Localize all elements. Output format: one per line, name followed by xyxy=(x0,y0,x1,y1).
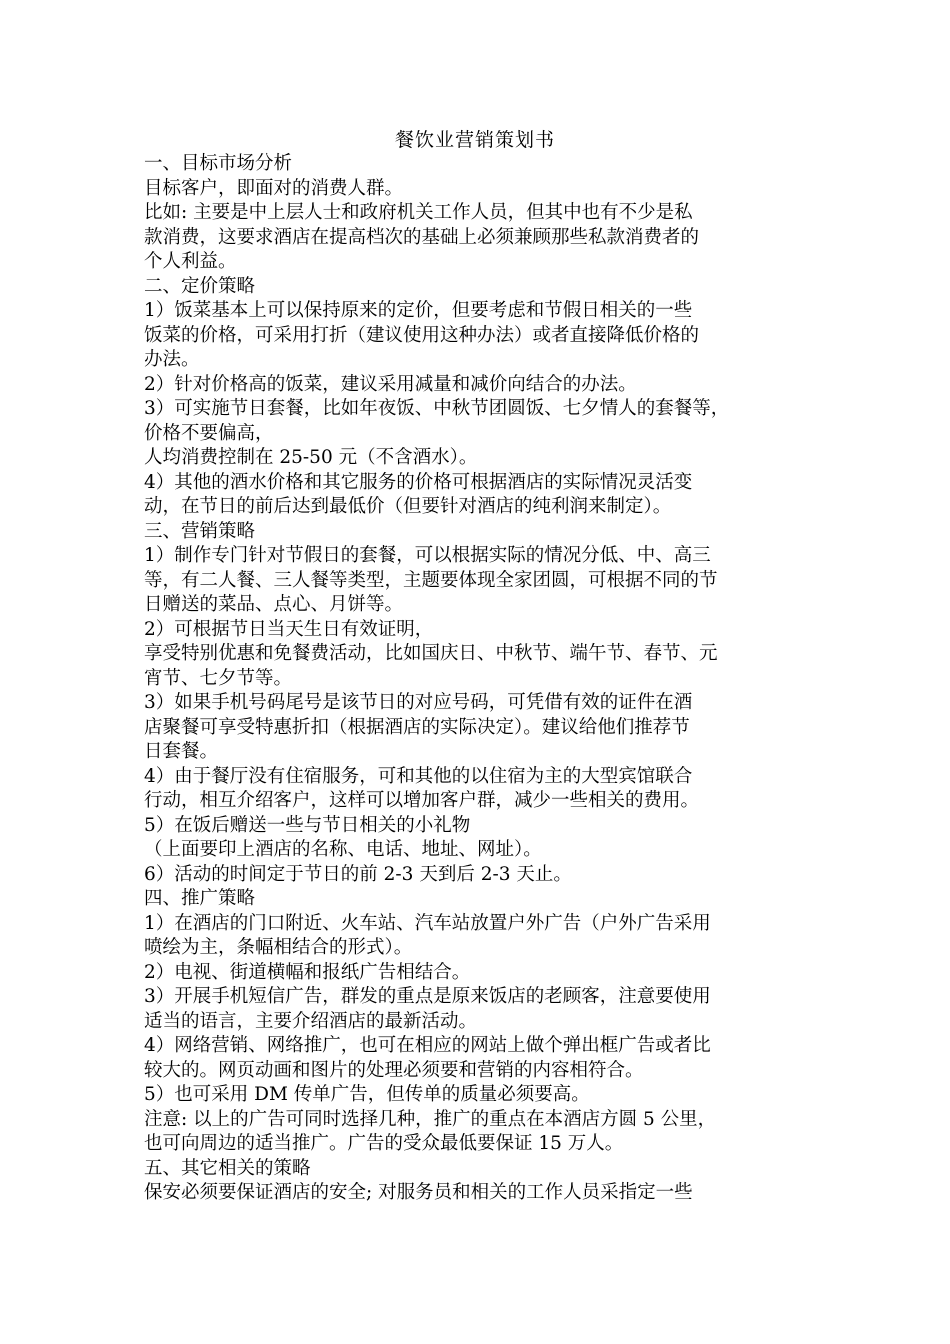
text-line: 目标客户，即面对的消费人群。 xyxy=(144,177,404,199)
text-line: 动，在节日的前后达到最低价（但要针对酒店的纯利润来制定）。 xyxy=(144,496,672,517)
text-line: 2）可根据节日当天生日有效证明， xyxy=(144,618,434,640)
text-line: 3）开展手机短信广告，群发的重点是原来饭店的老顾客，注意要使用 xyxy=(144,986,711,1007)
text-line: 三、营销策略 xyxy=(144,520,256,542)
text-line: 款消费，这要求酒店在提高档次的基础上必须兼顾那些私款消费者的 xyxy=(144,226,700,248)
text-line: 2）针对价格高的饭菜，建议采用减量和减价向结合的办法。 xyxy=(144,373,637,395)
text-line: 享受特别优惠和免餐费活动，比如国庆日、中秋节、端午节、春节、元 xyxy=(144,643,718,664)
text-line: 3）可实施节日套餐，比如年夜饭、中秋节团圆饭、七夕情人的套餐等， xyxy=(144,398,730,419)
text-line: 一、目标市场分析 xyxy=(144,153,293,174)
text-line: 比如: 主要是中上层人士和政府机关工作人员，但其中也有不少是私 xyxy=(144,202,693,223)
text-line: 6）活动的时间定于节日的前 2-3 天到后 2-3 天止。 xyxy=(144,863,572,885)
text-line: 个人利益。 xyxy=(144,251,237,272)
text-line: 喷绘为主，条幅相结合的形式）。 xyxy=(144,937,413,958)
text-line: 1）制作专门针对节假日的套餐，可以根据实际的情况分低、中、高三 xyxy=(144,545,711,566)
text-line: 5）也可采用 DM 传单广告，但传单的质量必须要高。 xyxy=(144,1084,590,1105)
text-line: 日赠送的菜品、点心、月饼等。 xyxy=(144,594,404,615)
text-line: 日套餐。 xyxy=(144,741,219,762)
text-line: 二、定价策略 xyxy=(144,275,256,297)
text-line: 1）饭菜基本上可以保持原来的定价，但要考虑和节假日相关的一些 xyxy=(144,300,693,321)
text-line: 1）在酒店的门口附近、火车站、汽车站放置户外广告（户外广告采用 xyxy=(144,912,711,934)
document-body xyxy=(144,152,814,1206)
text-line: （上面要印上酒店的名称、电话、地址、网址）。 xyxy=(144,839,542,860)
text-line: 宵节、七夕节等。 xyxy=(144,667,293,689)
text-line: 5）在饭后赠送一些与节日相关的小礼物 xyxy=(144,814,471,836)
text-line: 店聚餐可享受特惠折扣（根据酒店的实际决定）。建议给他们推荐节 xyxy=(144,716,690,738)
document-title: 餐饮业营销策划书 xyxy=(394,129,555,151)
text-line: 较大的。网页动画和图片的处理必须要和营销的内容相符合。 xyxy=(144,1059,644,1081)
text-line: 保安必须要保证酒店的安全; 对服务员和相关的工作人员采指定一些 xyxy=(144,1182,693,1203)
text-line: 4）由于餐厅没有住宿服务，可和其他的以住宿为主的大型宾馆联合 xyxy=(144,765,693,787)
text-line: 4）其他的酒水价格和其它服务的价格可根据酒店的实际情况灵活变 xyxy=(144,471,693,493)
text-line: 人均消费控制在 25-50 元（不含酒水）。 xyxy=(144,447,478,468)
text-line: 价格不要偏高， xyxy=(144,422,274,444)
text-line: 2）电视、街道横幅和报纸广告相结合。 xyxy=(144,961,471,983)
text-line: 适当的语言，主要介绍酒店的最新活动。 xyxy=(144,1010,478,1032)
text-line: 4）网络营销、网络推广，也可在相应的网站上做个弹出框广告或者比 xyxy=(144,1035,711,1056)
text-line: 等，有二人餐、三人餐等类型，主题要体现全家团圆，可根据不同的节 xyxy=(144,569,718,591)
text-line: 3）如果手机号码尾号是该节日的对应号码，可凭借有效的证件在酒 xyxy=(144,692,693,713)
text-line: 五、其它相关的策略 xyxy=(144,1157,311,1179)
text-line: 行动，相互介绍客户，这样可以增加客户群，减少一些相关的费用。 xyxy=(144,790,700,811)
text-line: 注意: 以上的广告可同时选择几种，推广的重点在本酒店方圆 5 公里， xyxy=(144,1108,717,1130)
text-line: 四、推广策略 xyxy=(144,888,256,909)
text-line: 饭菜的价格，可采用打折（建议使用这种办法）或者直接降低价格的 xyxy=(144,324,700,346)
text-line: 办法。 xyxy=(144,349,200,370)
text-line: 也可向周边的适当推广。广告的受众最低要保证 15 万人。 xyxy=(144,1133,624,1154)
